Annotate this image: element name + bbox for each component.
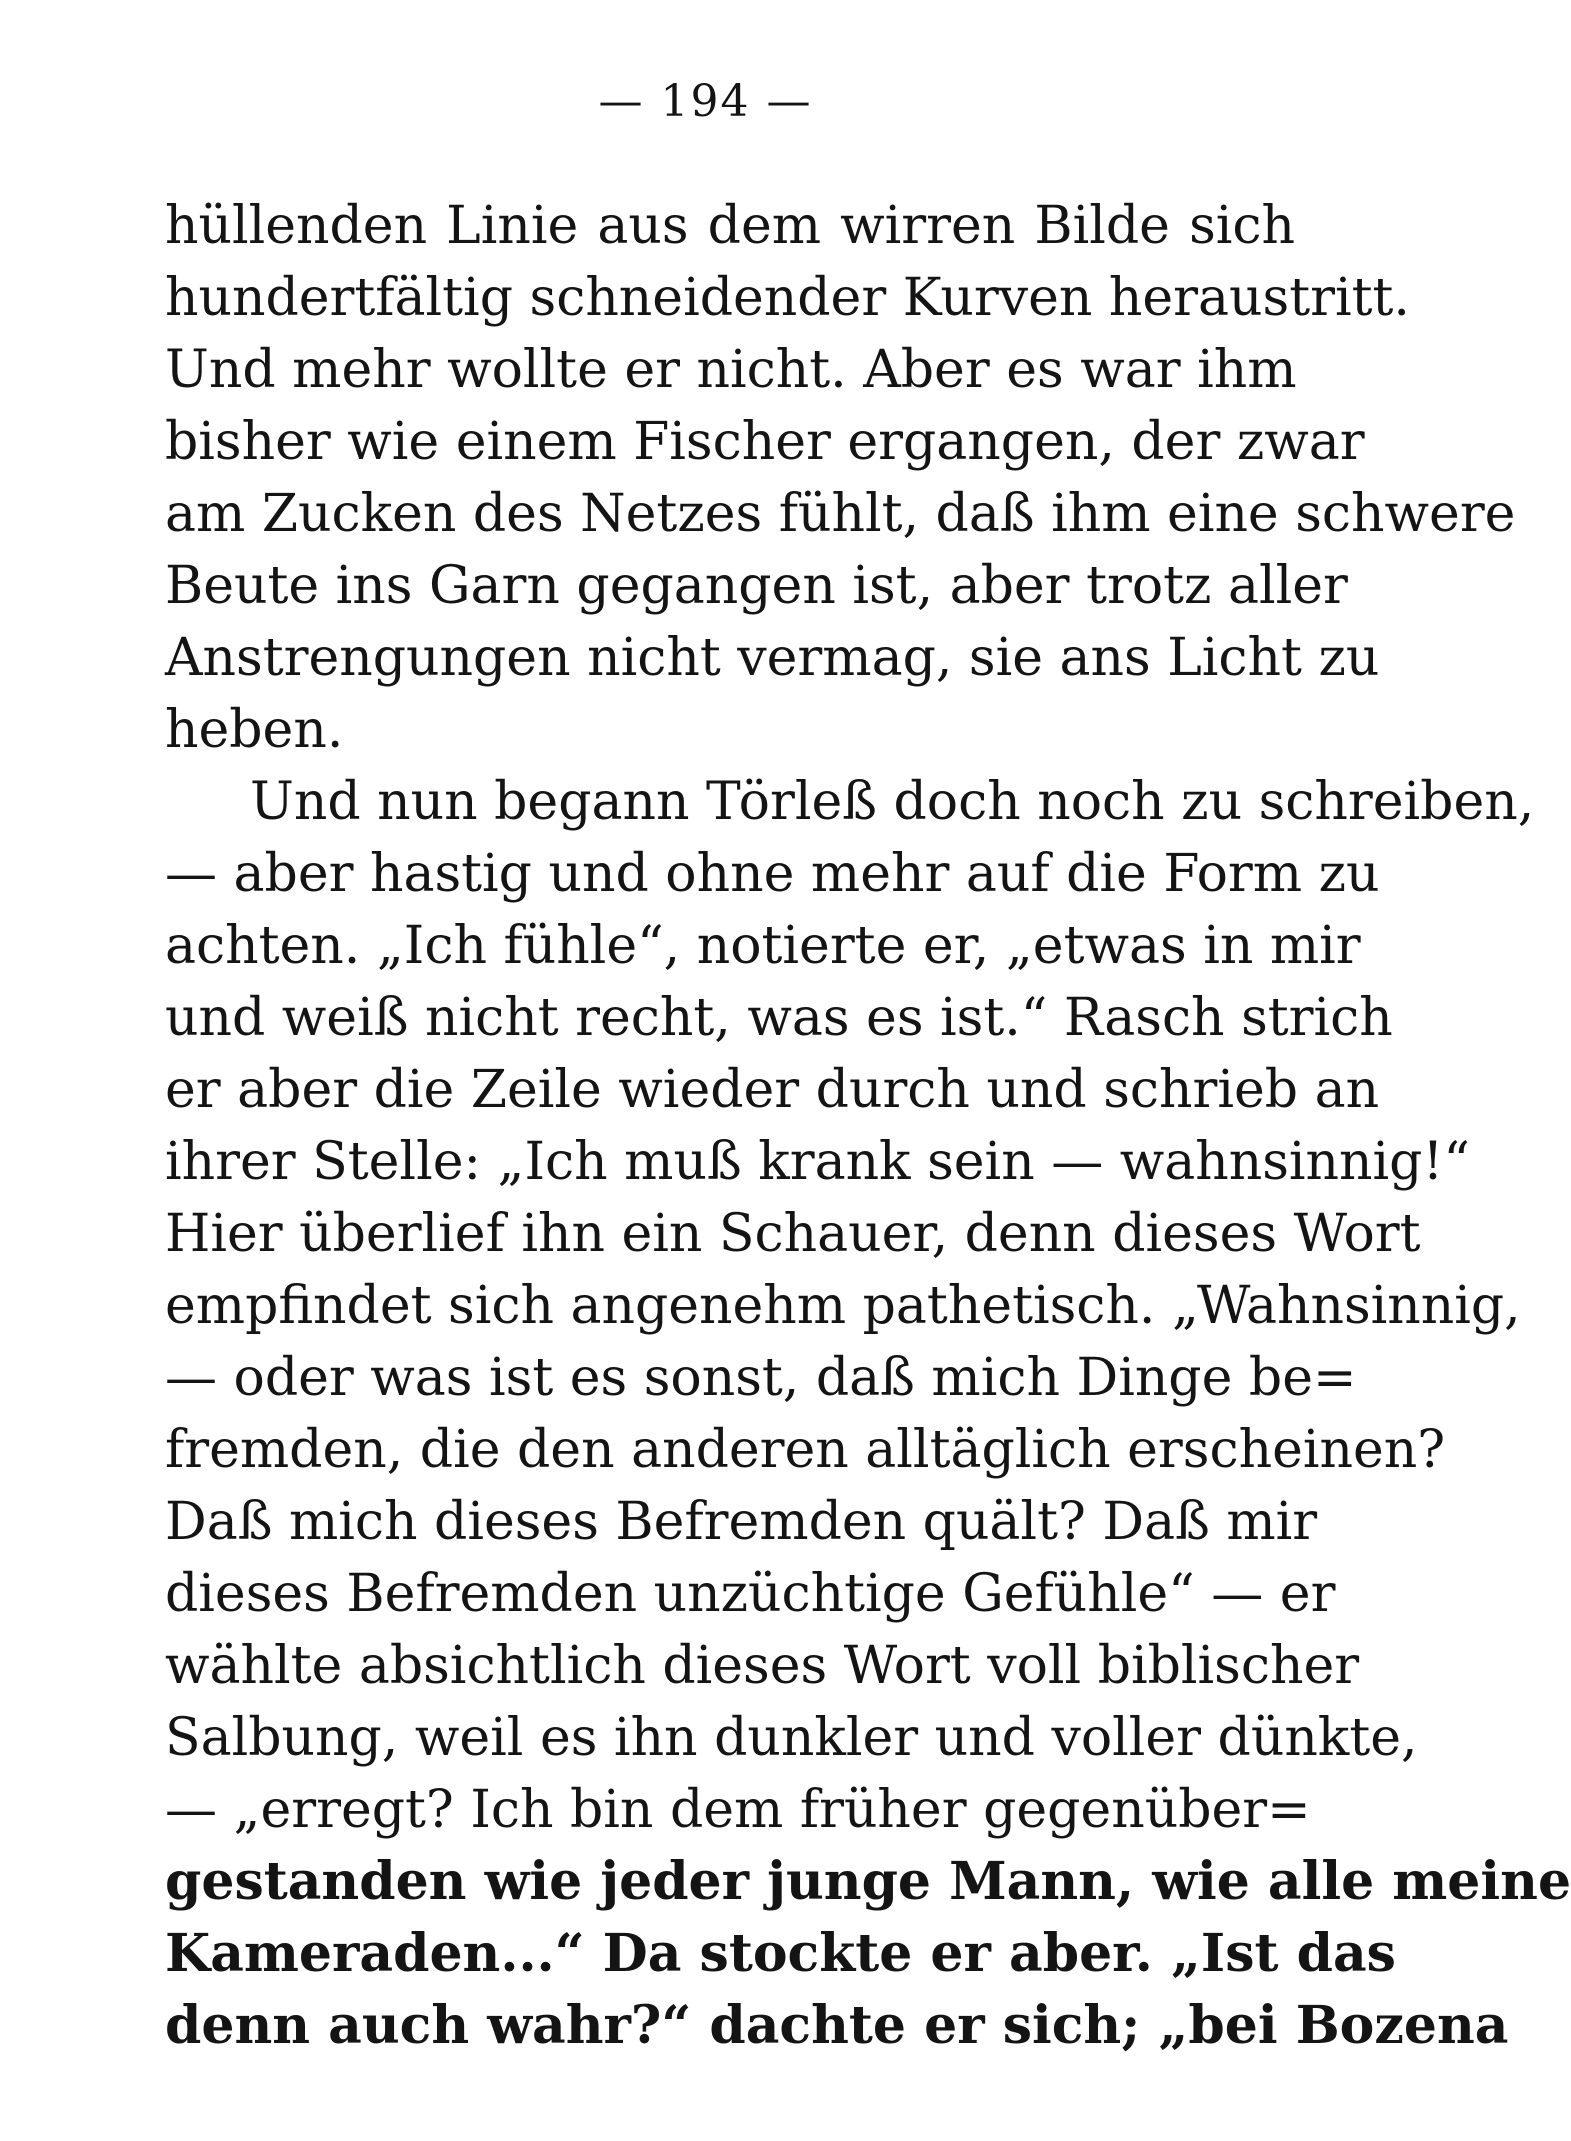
text-line: hundertfältig schneidender Kurven heraustritt.	[165, 268, 1410, 328]
text-line: und weiß nicht recht, was es ist.“ Rasch strich	[165, 988, 1393, 1048]
text-line: hüllenden Linie aus dem wirren Bilde sich	[165, 196, 1295, 256]
text-line: Salbung, weil es ihn dunkler und voller dünkte,	[165, 1708, 1418, 1768]
text-line: bisher wie einem Fischer ergangen, der zwar	[165, 412, 1365, 472]
text-line: — oder was ist es sonst, daß mich Dinge be=	[165, 1348, 1357, 1408]
text-line: Anstrengungen nicht vermag, sie ans Licht zu	[165, 628, 1380, 688]
paragraph-start-line: Und nun begann Törleß doch noch zu schreiben,	[250, 772, 1535, 832]
text-line: dieses Befremden unzüchtige Gefühle“ — er	[165, 1564, 1336, 1624]
text-line: er aber die Zeile wieder durch und schrieb an	[165, 1060, 1380, 1120]
text-line: heben.	[165, 700, 344, 760]
text-line: Und mehr wollte er nicht. Aber es war ihm	[165, 340, 1297, 400]
text-line: ihrer Stelle: „Ich muß krank sein — wahnsinnig!“	[165, 1132, 1470, 1192]
text-line: Kameraden...“ Da stockte er aber. „Ist das	[165, 1923, 1396, 1984]
text-line: achten. „Ich fühle“, notierte er, „etwas in mir	[165, 916, 1361, 976]
text-line: fremden, die den anderen alltäglich erscheinen?	[165, 1420, 1446, 1480]
text-line: gestanden wie jeder junge Mann, wie alle meine	[165, 1851, 1571, 1912]
text-line: denn auch wahr?“ dachte er sich; „bei Bozena	[165, 1995, 1509, 2056]
body-text	[165, 190, 1571, 2062]
page-number: — 194 —	[598, 76, 813, 127]
text-line: — „erregt? Ich bin dem früher gegenüber=	[165, 1780, 1311, 1840]
text-line: Beute ins Garn gegangen ist, aber trotz aller	[165, 556, 1348, 616]
text-line: Daß mich dieses Befremden quält? Daß mir	[165, 1492, 1318, 1552]
text-line: — aber hastig und ohne mehr auf die Form zu	[165, 844, 1380, 904]
text-line: empfindet sich angenehm pathetisch. „Wahnsinnig,	[165, 1276, 1521, 1336]
text-line: am Zucken des Netzes fühlt, daß ihm eine schwere	[165, 484, 1516, 544]
text-line: Hier überlief ihn ein Schauer, denn dieses Wort	[165, 1204, 1421, 1264]
text-line: wählte absichtlich dieses Wort voll biblischer	[165, 1636, 1360, 1696]
